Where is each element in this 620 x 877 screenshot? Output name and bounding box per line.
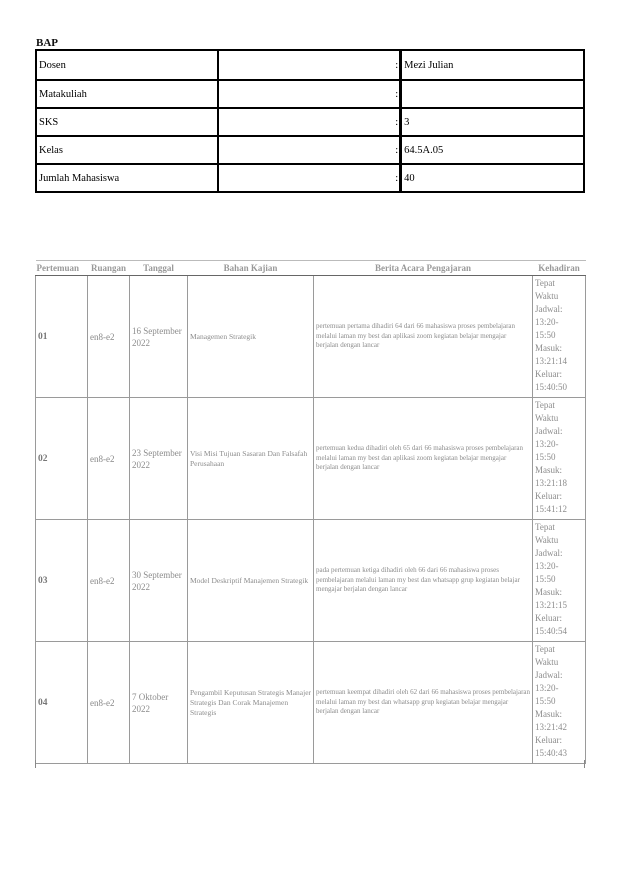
info-label: Matakuliah	[36, 80, 218, 108]
info-separator: :	[218, 108, 400, 136]
info-value: 3	[401, 108, 584, 136]
info-label: Kelas	[36, 136, 218, 164]
info-separator: :	[218, 80, 400, 108]
tanggal-cell: 7 Oktober 2022	[130, 642, 188, 764]
tanggal-cell: 30 September 2022	[130, 520, 188, 642]
pertemuan-cell: 04	[36, 642, 88, 764]
info-label: Jumlah Mahasiswa	[36, 164, 218, 192]
kehadiran-text: Tepat Waktu Jadwal: 13:20- 15:50 Masuk: 13:21:42 Keluar: 15:40:43	[535, 644, 568, 758]
kehadiran-text: Tepat Waktu Jadwal: 13:20- 15:50 Masuk: 13:21:14 Keluar: 15:40:50	[535, 278, 568, 392]
table-row	[36, 520, 586, 642]
table-row	[36, 398, 586, 520]
kehadiran-cell	[533, 642, 586, 764]
header-ruangan: Ruangan	[88, 261, 130, 276]
bahan-kajian-cell: Visi Misi Tujuan Sasaran Dan Falsafah Perusahaan	[188, 398, 314, 520]
kehadiran-cell	[533, 398, 586, 520]
ruangan-cell: en8-e2	[88, 520, 130, 642]
pertemuan-cell: 02	[36, 398, 88, 520]
berita-acara-cell: pertemuan kedua dihadiri oleh 65 dari 66 mahasiswa proses pembelajaran melalui laman my best dan aplikasi zoom kegiatan belajar mengajar berjalan dengan lancar	[314, 398, 533, 520]
ruangan-cell: en8-e2	[88, 276, 130, 398]
ruangan-cell: en8-e2	[88, 642, 130, 764]
info-label: SKS	[36, 108, 218, 136]
berita-acara-cell: pertemuan pertama dihadiri 64 dari 66 mahasiswa proses pembelajaran melalui laman my best dan aplikasi zoom kegiatan belajar mengajar berjalan dengan lancar	[314, 276, 533, 398]
table-continuation-rule-left	[35, 760, 36, 768]
info-row-dosen	[36, 50, 584, 80]
ruangan-cell: en8-e2	[88, 398, 130, 520]
sessions-header-row	[36, 261, 586, 276]
pertemuan-cell: 01	[36, 276, 88, 398]
header-berita-acara: Berita Acara Pengajaran	[314, 261, 533, 276]
kehadiran-text: Tepat Waktu Jadwal: 13:20- 15:50 Masuk: 13:21:18 Keluar: 15:41:12	[535, 400, 568, 514]
document-title: BAP	[36, 37, 58, 49]
lecture-info-table	[35, 49, 585, 193]
info-separator: :	[218, 136, 400, 164]
header-pertemuan: Pertemuan	[36, 261, 88, 276]
info-label: Dosen	[36, 50, 218, 80]
header-kehadiran: Kehadiran	[533, 261, 586, 276]
berita-acara-cell: pada pertemuan ketiga dihadiri oleh 66 dari 66 mahasiswa proses pembelajaran melalui laman my best dan whatsapp grup kegiatan belajar mengajar berjalan dengan lancar	[314, 520, 533, 642]
table-continuation-rule-right	[584, 760, 585, 768]
info-value: 40	[401, 164, 584, 192]
sessions-table	[35, 260, 586, 764]
bahan-kajian-cell: Managemen Strategik	[188, 276, 314, 398]
table-row	[36, 276, 586, 398]
table-row	[36, 642, 586, 764]
info-row-jumlah-mahasiswa	[36, 164, 584, 192]
bahan-kajian-cell: Pengambil Keputusan Strategis Manajer Strategis Dan Corak Manajemen Strategis	[188, 642, 314, 764]
tanggal-cell: 16 September 2022	[130, 276, 188, 398]
info-value	[401, 80, 584, 108]
info-separator: :	[218, 50, 400, 80]
info-row-matakuliah	[36, 80, 584, 108]
info-row-kelas	[36, 136, 584, 164]
header-tanggal: Tanggal	[130, 261, 188, 276]
berita-acara-cell: pertemuan keempat dihadiri oleh 62 dari 66 mahasiswa proses pembelajaran melalui laman my best dan whatsapp grup kegiatan belajar mengajar berjalan dengan lancar	[314, 642, 533, 764]
bahan-kajian-cell: Model Deskriptif Manajemen Strategik	[188, 520, 314, 642]
tanggal-cell: 23 September 2022	[130, 398, 188, 520]
info-value: 64.5A.05	[401, 136, 584, 164]
kehadiran-cell	[533, 276, 586, 398]
info-value: Mezi Julian	[401, 50, 584, 80]
info-separator: :	[218, 164, 400, 192]
pertemuan-cell: 03	[36, 520, 88, 642]
kehadiran-text: Tepat Waktu Jadwal: 13:20- 15:50 Masuk: 13:21:15 Keluar: 15:40:54	[535, 522, 568, 636]
header-bahan-kajian: Bahan Kajian	[188, 261, 314, 276]
kehadiran-cell	[533, 520, 586, 642]
info-row-sks	[36, 108, 584, 136]
